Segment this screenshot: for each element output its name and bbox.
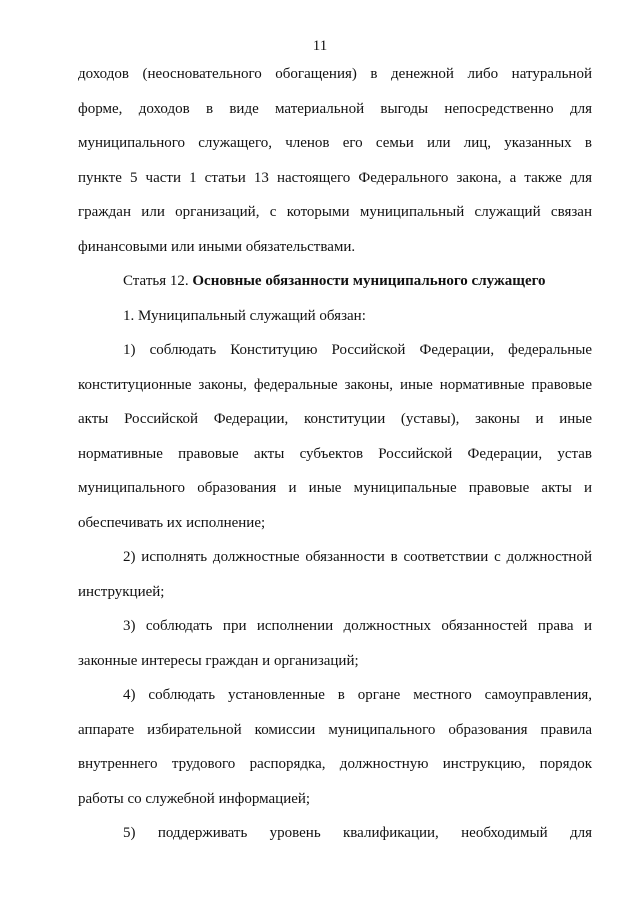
text-line: пункте 5 части 1 статьи 13 настоящего Федерального закона, а также для bbox=[78, 169, 592, 186]
text-line: 2) исполнять должностные обязанности в соответствии с должностной bbox=[123, 549, 592, 565]
text-line: доходов (неосновательного обогащения) в денежной либо натуральной bbox=[78, 66, 592, 82]
text-line: законные интересы граждан и организаций; bbox=[78, 652, 359, 669]
text-line: конституционные законы, федеральные законы, иные нормативные правовые bbox=[78, 376, 592, 393]
text-line: граждан или организаций, с которыми муниципальный служащий связан bbox=[78, 204, 592, 220]
text-line: обеспечивать их исполнение; bbox=[78, 514, 266, 531]
text-line: 5) поддерживать уровень квалификации, необходимый для bbox=[123, 825, 592, 841]
text-line: инструкцией; bbox=[78, 583, 165, 600]
text-line: аппарате избирательной комиссии муниципального образования правила bbox=[78, 721, 592, 738]
text-line: 3) соблюдать при исполнении должностных обязанностей права и bbox=[123, 618, 592, 634]
page-number: 11 bbox=[312, 38, 328, 54]
text-line: муниципального служащего, членов его семьи или лиц, указанных в bbox=[78, 135, 592, 151]
text-line: акты Российской Федерации, конституции (уставы), законы и иные bbox=[78, 411, 592, 427]
text-line: 4) соблюдать установленные в органе местного самоуправления, bbox=[123, 687, 592, 703]
article-title: Основные обязанности муниципального служащего bbox=[192, 273, 546, 289]
text-line: 1) соблюдать Конституцию Российской Федерации, федеральные bbox=[123, 342, 592, 358]
text-line: 1. Муниципальный служащий обязан: bbox=[123, 307, 366, 324]
text-line: внутреннего трудового распорядка, должностную инструкцию, порядок bbox=[78, 756, 592, 772]
article-heading bbox=[78, 264, 592, 299]
text-line: форме, доходов в виде материальной выгоды непосредственно для bbox=[78, 100, 592, 117]
text-line: нормативные правовые акты субъектов Российской Федерации, устав bbox=[78, 445, 592, 462]
document-body bbox=[78, 57, 592, 851]
article-number: Статья 12. bbox=[123, 273, 193, 289]
text-line: муниципального образования и иные муниципальные правовые акты и bbox=[78, 480, 592, 496]
text-line: финансовыми или иными обязательствами. bbox=[78, 238, 356, 255]
text-line: работы со служебной информацией; bbox=[78, 790, 311, 807]
